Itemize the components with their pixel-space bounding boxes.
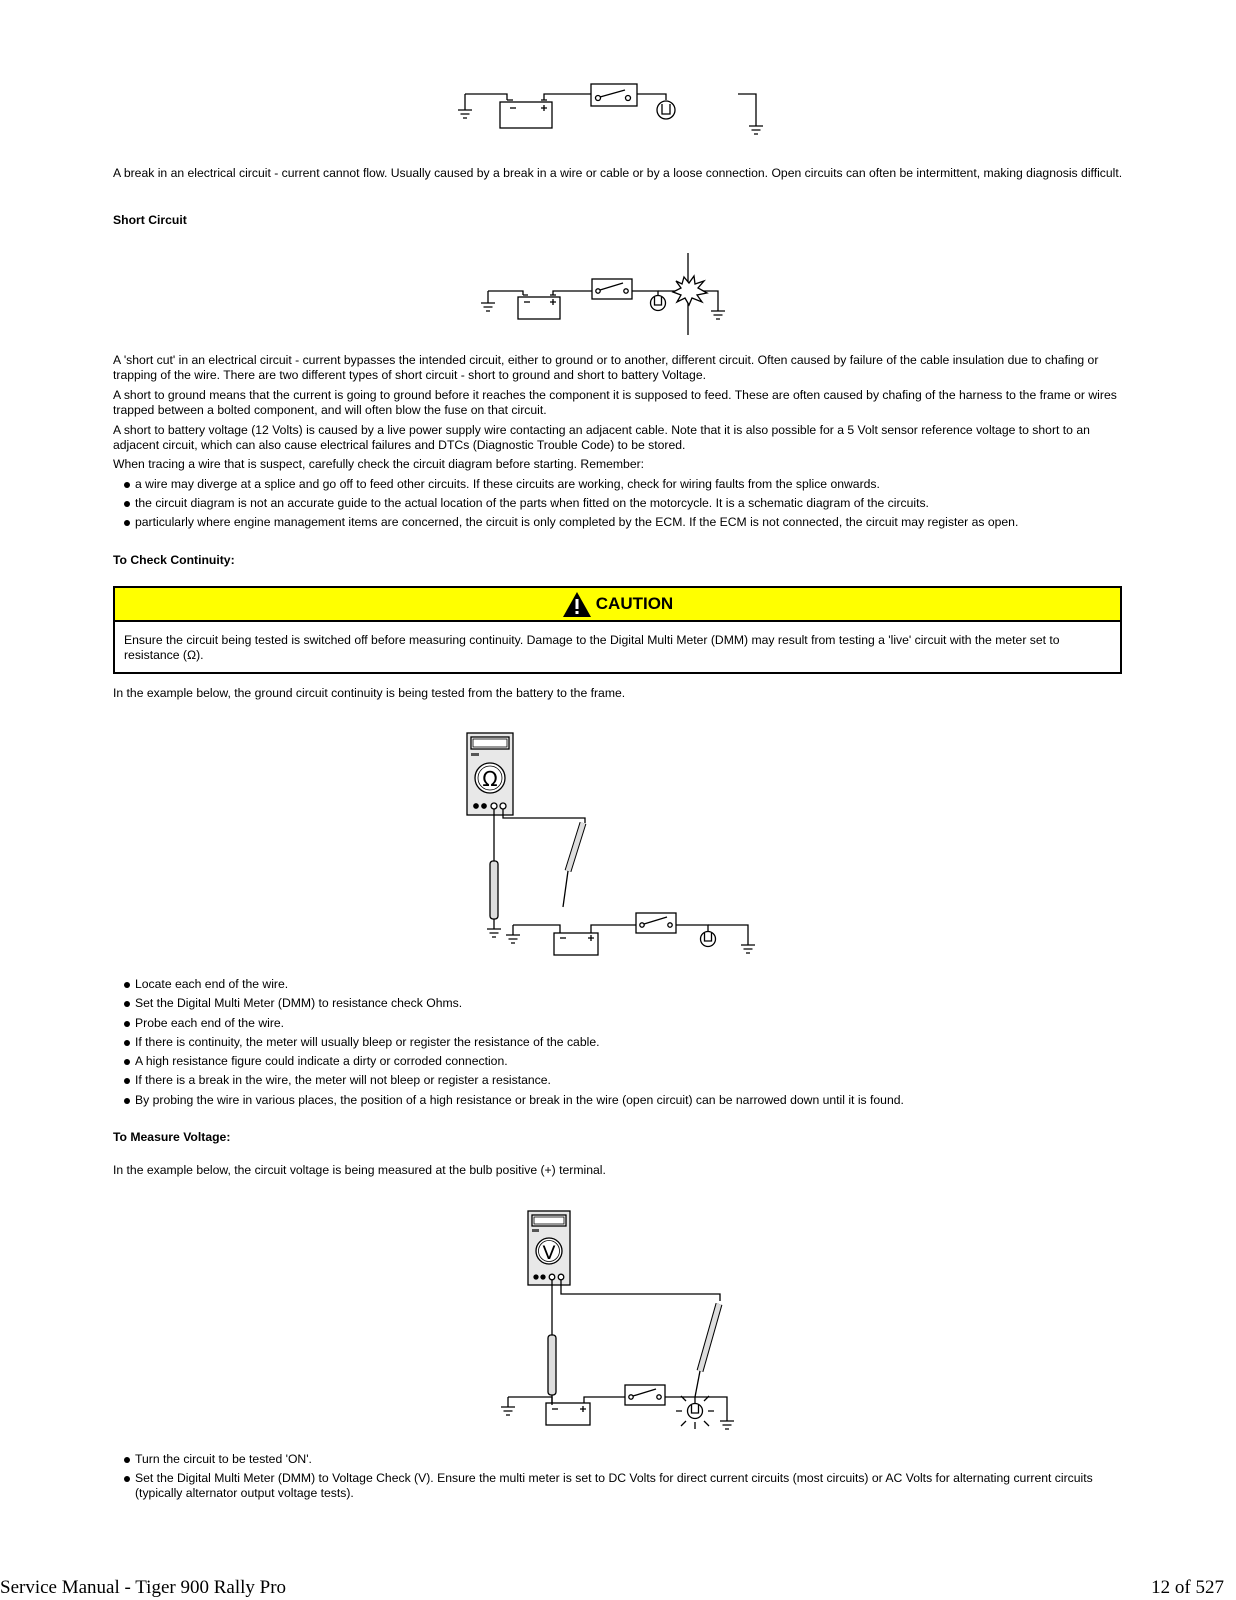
list-item: By probing the wire in various places, the position of a high resistance or break in the wire (open circuit) can be narrowed down until it is found. bbox=[113, 1093, 1123, 1108]
list-item: the circuit diagram is not an accurate guide to the actual location of the parts when fitted on the motorcycle. It is a schematic diagram of the circuits. bbox=[113, 496, 1123, 511]
volt-symbol: V bbox=[542, 1242, 556, 1264]
short-circuit-paragraph-4: When tracing a wire that is suspect, carefully check the circuit diagram before starting. Remember: bbox=[113, 457, 645, 471]
short-circuit-paragraph-2: A short to ground means that the current is going to ground before it reaches the component it is supposed to feed. These are often caused by chafing of the harness to the frame or wires trapped between a bolted component, and will often blow the fuse on that circuit. bbox=[113, 388, 1117, 417]
short-circuit-paragraph-3: A short to battery voltage (12 Volts) is caused by a live power supply wire contacting an adjacent cable. Note that it is also possible for a 5 Volt sensor reference voltage to short to an adjacent circuit, which can also cause electrical failures and DTCs (Diagnostic Trouble Code) to be stored. bbox=[113, 423, 1090, 452]
ohm-symbol: Ω bbox=[482, 767, 498, 791]
continuity-test-diagram bbox=[465, 731, 775, 951]
open-circuit-description: A break in an electrical circuit - current cannot flow. Usually caused by a break in a wire or cable or by a loose connection. Open circuits can often be intermittent, making diagnosis difficult. bbox=[113, 166, 1123, 180]
short-circuit-reminder-list bbox=[113, 477, 1123, 530]
continuity-heading: To Check Continuity: bbox=[113, 553, 235, 567]
list-item: A high resistance figure could indicate a dirty or corroded connection. bbox=[113, 1054, 1123, 1069]
caution-box bbox=[113, 586, 1122, 674]
list-item: particularly where engine management items are concerned, the circuit is only completed by the ECM. If the ECM is not connected, the circuit may register as open. bbox=[113, 515, 1123, 530]
continuity-steps-list bbox=[113, 977, 1123, 1108]
list-item: Turn the circuit to be tested 'ON'. bbox=[113, 1452, 1123, 1467]
continuity-intro: In the example below, the ground circuit continuity is being tested from the battery to the frame. bbox=[113, 686, 626, 700]
short-circuit-paragraph-1: A 'short cut' in an electrical circuit - current bypasses the intended circuit, either to ground or to another, different circuit. Often caused by failure of the cable insulation due to chafing or trapping of the wire. There are two different types of short circuit - short to ground and short to battery Voltage. bbox=[113, 353, 1099, 382]
footer-page-number: 12 of 527 bbox=[1151, 1577, 1224, 1598]
short-circuit-heading: Short Circuit bbox=[113, 213, 187, 227]
footer-manual-title: Service Manual - Tiger 900 Rally Pro bbox=[0, 1577, 287, 1598]
list-item: Set the Digital Multi Meter (DMM) to Voltage Check (V). Ensure the multi meter is set to DC Volts for direct current circuits (most circuits) or AC Volts for alternating current circuits (typically alternator output voltage tests). bbox=[113, 1471, 1123, 1501]
list-item: Locate each end of the wire. bbox=[113, 977, 1123, 992]
caution-header bbox=[115, 588, 1120, 622]
list-item: If there is continuity, the meter will usually bleep or register the resistance of the cable. bbox=[113, 1035, 1123, 1050]
caution-title: CAUTION bbox=[595, 594, 674, 613]
list-item: Set the Digital Multi Meter (DMM) to resistance check Ohms. bbox=[113, 996, 1123, 1011]
open-circuit-diagram bbox=[455, 84, 785, 140]
warning-icon bbox=[562, 591, 592, 618]
voltage-steps-list bbox=[113, 1452, 1123, 1501]
list-item: If there is a break in the wire, the meter will not bleep or register a resistance. bbox=[113, 1073, 1123, 1088]
voltage-heading: To Measure Voltage: bbox=[113, 1130, 231, 1144]
voltage-test-diagram bbox=[500, 1209, 750, 1437]
voltage-intro: In the example below, the circuit voltage is being measured at the bulb positive (+) terminal. bbox=[113, 1163, 606, 1177]
list-item: a wire may diverge at a splice and go off to feed other circuits. If these circuits are working, check for wiring faults from the splice onwards. bbox=[113, 477, 1123, 492]
caution-text: Ensure the circuit being tested is switched off before measuring continuity. Damage to the Digital Multi Meter (DMM) may result from testing a 'live' circuit with the meter set to resistance (Ω). bbox=[124, 633, 1060, 662]
short-circuit-diagram bbox=[478, 253, 738, 337]
list-item: Probe each end of the wire. bbox=[113, 1016, 1123, 1031]
